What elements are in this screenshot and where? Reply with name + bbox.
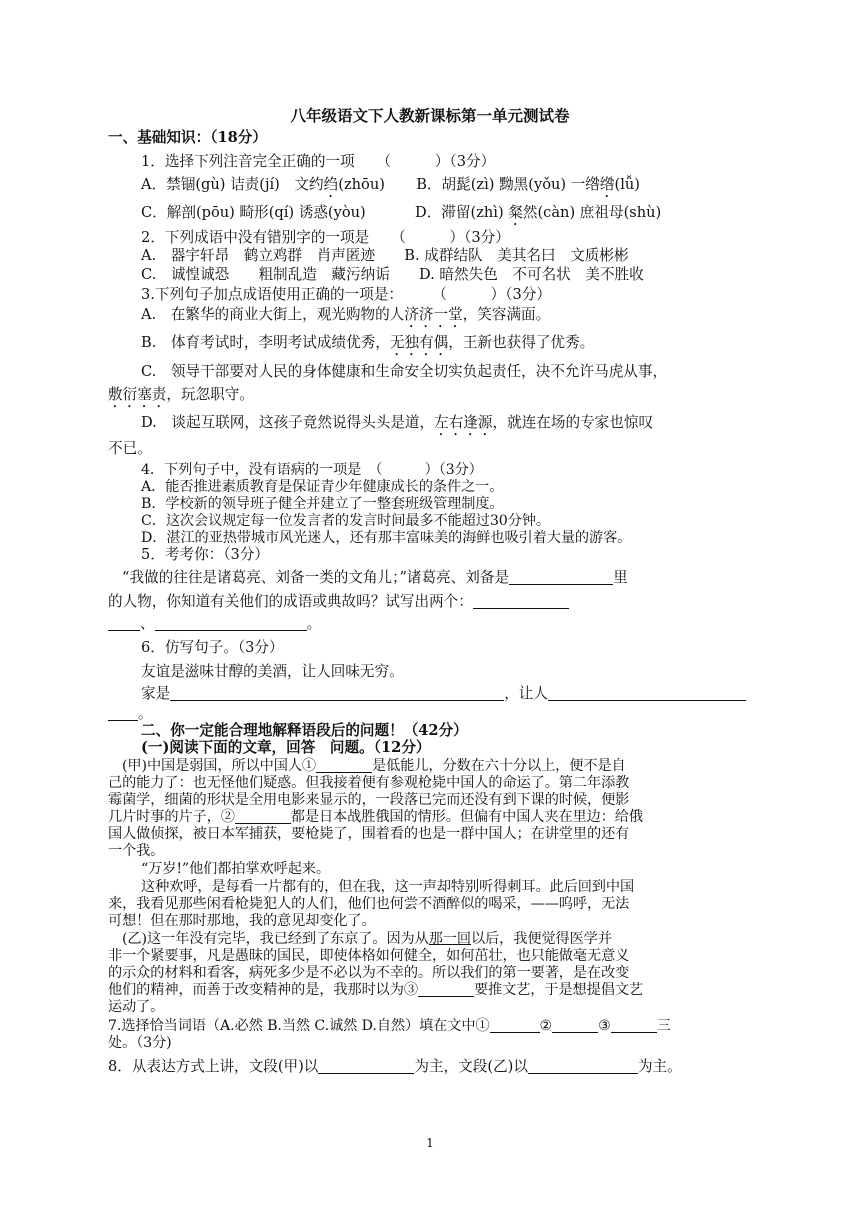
- q3-a-text: A. 在繁华的商业大街上，观光购物的人: [141, 306, 405, 323]
- q7-end: 三: [656, 1018, 671, 1034]
- q1-a-text: A．禁锢(gù) 诘责(jí) 文约: [141, 176, 324, 193]
- section-2-heading: 二、你一定能合理地解释语段后的问题！（42分）: [141, 722, 468, 739]
- q1-d-rest: 然(càn) 庶祖母(shù): [522, 204, 662, 221]
- q3-c-end: ，玩忽职守。: [166, 386, 254, 403]
- page-number: 1: [426, 1136, 434, 1150]
- passage-a-line1-text: (甲)中国是弱国，所以中国人①: [122, 758, 317, 774]
- passage-c-line3: 可想！但在那时那地，我的意见却变化了。: [108, 913, 376, 929]
- q3-d-dotted: 左右逢源: [434, 414, 493, 431]
- passage-c-line2: 来，我看见那些闲看枪毙犯人的人们，他们也何尝不酒醉似的喝采，——呜呼，无法: [108, 896, 630, 912]
- q3-stem: 3.下列句子加点成语使用正确的一项是： （ ）（3分）: [141, 286, 551, 303]
- q1-b-text: B．胡髭(zì) 黝黑(yǒu) 一绺: [416, 176, 600, 193]
- passage-a-line6: 一个我。: [108, 843, 165, 859]
- passage-a-line1-rest: 是低能儿，分数在六十分以上，便不是自: [372, 758, 626, 774]
- q5-blank-1[interactable]: [509, 569, 613, 585]
- q6-blank-1[interactable]: [170, 685, 504, 701]
- q4-stem: 4．下列句子中，没有语病的一项是 （ ）（3分）: [141, 462, 483, 478]
- passage-a-line2: 己的能力了：也无怪他们疑惑。但我接着便有参观枪毙中国人的命运了。第二年添教: [108, 775, 630, 791]
- q2-options-cd: C. 诚惶诚恐 粗制乱造 藏污纳诟 D. 暗然失色 不可名状 美不胜收: [141, 266, 644, 283]
- q5-line3: [108, 614, 321, 634]
- q7-blank-3[interactable]: [611, 1017, 657, 1033]
- q6-blank-3[interactable]: [108, 705, 138, 721]
- q8-blank-1[interactable]: [318, 1058, 414, 1074]
- passage-b-line4: [108, 980, 643, 1000]
- q7-blank-2[interactable]: [552, 1017, 598, 1033]
- q3-c-dotted: 敷衍塞责: [108, 386, 167, 403]
- q8-text: 8．从表达方式上讲，文段(甲)以: [108, 1058, 319, 1075]
- q7-line2: 处。（3分): [108, 1035, 172, 1051]
- q5-end: 。: [306, 615, 322, 632]
- q4-option-b: B．学校新的领导班子健全并建立了一整套班级管理制度。: [141, 496, 504, 512]
- q3-a-end: ，笑容满面。: [462, 306, 551, 323]
- q3-option-b: [141, 333, 594, 359]
- q5-blank-2[interactable]: [473, 593, 569, 609]
- q1-b-pinyin: (lǚ): [614, 176, 641, 193]
- q1-stem: 1．选择下列注音完全正确的一项 （ ）（3分）: [141, 153, 496, 170]
- q1-a-dotted: 绉: [323, 176, 339, 193]
- q6-example: 友谊是滋味甘醇的美酒，让人回味无穷。: [141, 663, 404, 680]
- q8-blank-2[interactable]: [528, 1058, 638, 1074]
- blank-2[interactable]: [235, 808, 291, 824]
- q7-mark-3: ③: [598, 1018, 611, 1034]
- q8-mid: 为主，文段(乙)以: [414, 1058, 528, 1075]
- q7-blank-1[interactable]: [490, 1017, 540, 1033]
- q3-b-dotted: 无独有偶: [389, 334, 449, 351]
- q3-a-dotted: 济济一堂: [404, 306, 463, 323]
- passage-c-line1: 这种欢呼，是每看一片都有的，但在我，这一声却特别听得刺耳。此后回到中国: [141, 879, 635, 895]
- q8-line: [108, 1057, 682, 1077]
- q6-fill-line1: [141, 684, 746, 704]
- passage-a-line3: 霉菌学，细菌的形状是全用电影来显示的，一段落已完而还没有到下课的时候，便影: [108, 792, 630, 808]
- q6-stem: 6．仿写句子。（3分）: [141, 639, 284, 656]
- passage-a-line4-rest: 都是日本战胜俄国的情形。但偏有中国人夹在里边：给俄: [290, 809, 643, 825]
- q5-line2: [108, 592, 569, 612]
- q3-d-text: D. 谈起互联网，这孩子竟然说得头头是道，: [141, 414, 435, 431]
- q6-fill-end: 。: [138, 705, 153, 722]
- q1-d-dotted: 粲: [508, 204, 523, 221]
- q5-blank-3[interactable]: [108, 615, 140, 631]
- q3-d-end: ，就连在场的专家也惊叹: [492, 414, 654, 431]
- q5-line1-text: “我做的往往是诸葛亮、刘备一类的文角儿；”诸葛亮、刘备是: [122, 569, 510, 586]
- q3-option-d: [141, 413, 653, 439]
- passage-b-line5: 运动了。: [108, 999, 165, 1015]
- q4-option-c: C．这次会议规定每一位发言者的发言时间最多不能超过30分钟。: [141, 513, 550, 529]
- q1-options-ab: [141, 175, 640, 201]
- passage-a-line4-text: 几片时事的片子，②: [108, 809, 235, 825]
- q5-blank-4[interactable]: [155, 615, 307, 631]
- q7-line1: [108, 1016, 671, 1036]
- q5-sep: 、: [140, 615, 155, 632]
- q4-option-a: A．能否推进素质教育是保证青少年健康成长的条件之一。: [141, 479, 504, 495]
- blank-1[interactable]: [316, 757, 372, 773]
- passage-b-line1-text: (乙)这一年没有完毕，我已经到了东京了。因为从: [122, 931, 429, 947]
- passage-cheer-line: “万岁!”他们都拍掌欢呼起来。: [141, 861, 330, 877]
- q3-option-a: [141, 305, 550, 331]
- q1-a-pinyin: (zhōu): [338, 176, 385, 193]
- q6-fill-mid: ，让人: [504, 685, 548, 702]
- reading-subheading: (一)阅读下面的文章，回答 问题。（12分）: [141, 739, 431, 756]
- q5-line2-text: 的人物，你知道有关他们的成语或典故吗？试写出两个：: [108, 593, 473, 610]
- q7-mark-2: ②: [539, 1018, 553, 1034]
- q4-option-d: D．湛江的亚热带城市风光迷人，还有那丰富味美的海鲜也吸引着大量的游客。: [141, 530, 632, 546]
- q5-line1-end: 里: [613, 569, 628, 586]
- passage-b-line1-rest: 以后，我便觉得医学并: [470, 931, 612, 947]
- passage-a-line5: 国人做侦探，被日本军捕获，要枪毙了，围着看的也是一群中国人；在讲堂里的还有: [108, 826, 630, 842]
- blank-3[interactable]: [418, 981, 474, 997]
- q1-b-dotted: 绺: [599, 176, 615, 193]
- q3-option-c-line1: C. 领导干部要对人民的身体健康和生命安全切实负起责任，决不允许马虎从事，: [141, 363, 668, 380]
- q1-options-cd: [141, 203, 661, 229]
- q6-blank-2[interactable]: [548, 685, 746, 701]
- q3-b-end: ，王新也获得了优秀。: [448, 334, 595, 351]
- passage-b-line4-rest: 要推文艺，于是想提倡文艺: [473, 982, 643, 998]
- q6-fill-start: 家是: [141, 685, 171, 702]
- q7-text: 7.选择恰当词语（A.必然 B.当然 C.诚然 D.自然）填在文中①: [108, 1018, 490, 1034]
- passage-b-line4-text: 他们的精神，而善于改变精神的是，我那时以为③: [108, 982, 418, 998]
- q2-options-ab: A. 器宇轩昂 鹤立鸡群 肖声匿迹 B. 成群结队 美其名曰 文质彬彬: [141, 247, 629, 264]
- exam-title: 八年级语文下人教新课标第一单元测试卷: [290, 106, 570, 125]
- passage-b-underlined: 那一回: [428, 931, 471, 947]
- q8-end: 为主。: [637, 1058, 682, 1075]
- q1-d-text: D．滞留(zhì): [415, 204, 509, 221]
- q3-b-text: B. 体育考试时，李明考试成绩优秀，: [141, 334, 390, 351]
- q5-stem: 5．考考你：（3分）: [141, 546, 270, 563]
- q5-line1: [122, 568, 628, 588]
- q1-c-text: C．解剖(pōu) 畸形(qí) 诱惑(yòu): [141, 204, 366, 221]
- passage-b-line2: 非一个紧要事，凡是愚昧的国民，即使体格如何健全，如何茁壮，也只能做毫无意义: [108, 948, 630, 964]
- q2-stem: 2．下列成语中没有错别字的一项是 （ ）（3分）: [141, 229, 510, 246]
- q3-option-d-line2: 不已。: [108, 440, 152, 457]
- section-1-heading: 一、基础知识：（18分）: [108, 129, 267, 146]
- q3-option-c-line2: [108, 385, 254, 411]
- passage-b-line3: 的示众的材料和看客，病死多少是不必以为不幸的。所以我们的第一要著，是在改变: [108, 965, 630, 981]
